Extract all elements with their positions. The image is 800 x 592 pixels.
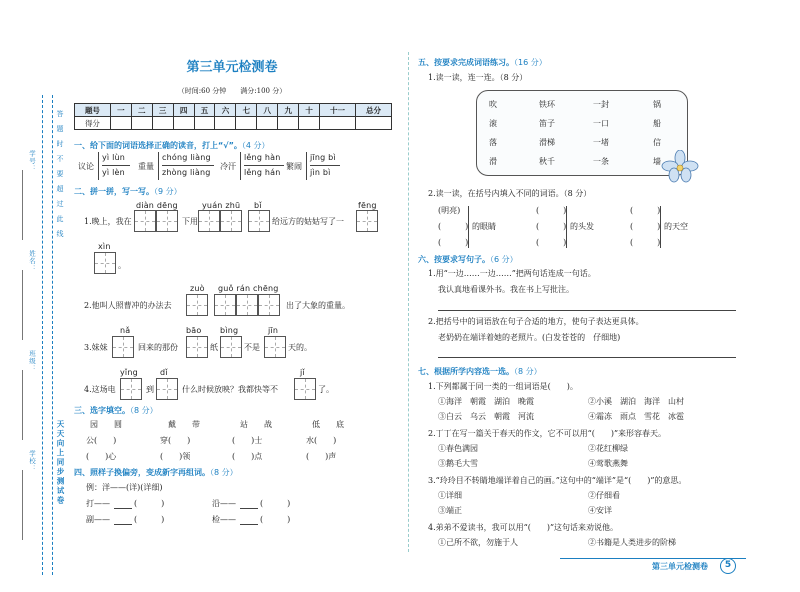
sentence-text: 2.他叫人照曹冲的办法去 <box>84 301 172 310</box>
match-item[interactable]: 滚 <box>489 119 497 128</box>
score-cell[interactable] <box>131 117 152 130</box>
page-number: 5 <box>720 558 736 574</box>
q1-option-a[interactable]: chóng liàng <box>162 153 211 162</box>
student-label-school: 学校： <box>28 450 36 473</box>
sentence-text: 。 <box>118 261 126 270</box>
score-header: 四 <box>173 104 194 117</box>
q7-option[interactable]: ④霜冻 雨点 雪花 冰雹 <box>588 412 684 421</box>
score-header: 五 <box>194 104 215 117</box>
match-item[interactable]: 秋千 <box>539 157 555 166</box>
series-name: 天天向上同步测试卷 <box>56 420 65 506</box>
q5-first-example: (明亮) <box>438 206 461 215</box>
q3-blank[interactable]: ( )士 <box>232 436 263 445</box>
char-box[interactable] <box>220 210 242 232</box>
q3-blank[interactable]: 水( ) <box>306 436 337 445</box>
sentence-text: 3.妹妹 <box>84 343 108 352</box>
pinyin: jǐ <box>300 368 305 377</box>
match-item[interactable]: 锅 <box>653 100 661 109</box>
char-box[interactable] <box>186 294 208 316</box>
pinyin: jīn <box>268 326 279 335</box>
sentence-text: 1.晚上，我在 <box>84 217 132 226</box>
q1-items <box>78 152 398 182</box>
char-box[interactable] <box>156 210 178 232</box>
binding-margin <box>0 0 65 592</box>
score-header: 三 <box>152 104 173 117</box>
q7-option[interactable]: ③端正 <box>438 506 462 515</box>
q3-group: 低 底 <box>312 420 344 429</box>
sentence-text: 给远方的姑姑写了一 <box>272 217 344 226</box>
q1-option-a[interactable]: yì lùn <box>102 153 126 162</box>
char-box[interactable] <box>186 336 208 358</box>
q4-blank[interactable]: ( ) <box>260 515 291 524</box>
sentence-text: 到 <box>146 385 154 394</box>
footer-label: 第三单元检测卷 <box>652 562 708 571</box>
matching-box <box>476 90 688 176</box>
pinyin: diàn dēng <box>136 201 178 210</box>
score-cell[interactable] <box>278 117 299 130</box>
pinyin: nǎ <box>120 326 131 335</box>
score-cell[interactable] <box>355 117 391 130</box>
q5-blank[interactable]: ( ) <box>438 238 469 247</box>
footer-rule <box>560 558 746 559</box>
sentence-text: 了。 <box>318 385 334 394</box>
q6-heading: 六、按要求写句子。（6 分） <box>418 255 518 264</box>
q1-option-b[interactable]: jìn bì <box>310 168 331 177</box>
score-cell[interactable] <box>320 117 356 130</box>
q7-question: 2.丁丁在写一篇关于春天的作文，它不可以用“( )”来形容春天。 <box>428 429 667 438</box>
q3-blank[interactable]: 公( ) <box>86 436 117 445</box>
q7-option[interactable]: ③鹅毛大雪 <box>438 459 478 468</box>
q3-blank[interactable]: ( )声 <box>306 452 337 461</box>
match-item[interactable]: 吹 <box>489 100 497 109</box>
q1-option-a[interactable]: lěng hàn <box>244 153 281 162</box>
q4-blank[interactable]: ( ) <box>134 499 165 508</box>
match-item[interactable]: 落 <box>489 138 497 147</box>
q3-blank[interactable]: ( )心 <box>86 452 117 461</box>
student-label-class: 班级： <box>28 350 36 373</box>
match-item[interactable]: 铁环 <box>539 100 555 109</box>
score-cell[interactable] <box>194 117 215 130</box>
score-header: 题号 <box>75 104 111 117</box>
q7-option[interactable]: ④莺歌燕舞 <box>588 459 628 468</box>
sentence-text: 天的。 <box>288 343 312 352</box>
q3-blank[interactable]: 穿( ) <box>160 436 191 445</box>
score-header: 一 <box>110 104 131 117</box>
q6-s1: 1.用“一边……一边……”把两句话连成一句话。 <box>428 269 596 278</box>
q7-option[interactable]: ②小溪 湖泊 海洋 山村 <box>588 397 684 406</box>
match-item[interactable]: 一封 <box>593 100 609 109</box>
q1-option-b[interactable]: zhòng liàng <box>162 168 211 177</box>
q1-word: 重量 <box>138 162 154 171</box>
char-box[interactable] <box>156 378 178 400</box>
q4-blank[interactable]: ( ) <box>260 499 291 508</box>
sentence-text: 下用 <box>182 217 198 226</box>
pinyin: bāo <box>186 326 202 335</box>
q3-blank[interactable]: ( )领 <box>160 452 191 461</box>
char-box[interactable] <box>258 294 280 316</box>
score-cell[interactable] <box>215 117 236 130</box>
char-box[interactable] <box>294 378 316 400</box>
q5-blank[interactable]: ( ) <box>630 206 661 215</box>
score-cell[interactable] <box>299 117 320 130</box>
q6-s2: 2.把括号中的词语放在句子合适的地方，使句子表达更具体。 <box>428 317 644 326</box>
score-cell[interactable] <box>152 117 173 130</box>
q1-word: 冷汗 <box>220 162 236 171</box>
pinyin: fēng <box>358 201 377 210</box>
char-box[interactable] <box>94 252 116 274</box>
char-box[interactable] <box>264 336 286 358</box>
char-box[interactable] <box>214 294 236 316</box>
time-info: （时间:60 分钟 满分:100 分） <box>177 87 287 95</box>
pinyin: zuò <box>190 284 205 293</box>
page-title: 第三单元检测卷 <box>186 60 278 75</box>
q7-option[interactable]: ②书籍是人类进步的阶梯 <box>588 538 676 547</box>
answer-line[interactable] <box>438 310 736 311</box>
score-cell[interactable] <box>110 117 131 130</box>
q4-item: 检—— <box>212 515 236 524</box>
q3-group: 戴 带 <box>168 420 200 429</box>
q7-option[interactable]: ③白云 乌云 朝霞 河流 <box>438 412 534 421</box>
q2-heading: 二、拼一拼，写一写。（9 分） <box>74 187 182 196</box>
match-item[interactable]: 船 <box>653 119 661 128</box>
pinyin: xìn <box>98 242 111 251</box>
q7-option[interactable]: ①春色满园 <box>438 444 478 453</box>
q3-blank[interactable]: ( )点 <box>232 452 263 461</box>
student-label-name: 姓名： <box>28 250 36 273</box>
q7-question: 4.弟弟不爱读书，我可以用“( )”这句话来劝说他。 <box>428 523 619 532</box>
q7-option[interactable]: ②花红柳绿 <box>588 444 628 453</box>
match-item[interactable]: 信 <box>653 138 661 147</box>
score-table <box>74 103 392 130</box>
score-header: 十 <box>299 104 320 117</box>
score-cell[interactable] <box>173 117 194 130</box>
q7-question: 1.下列都属于同一类的一组词语是( )。 <box>428 382 578 391</box>
char-box[interactable] <box>134 210 156 232</box>
q5-blank[interactable]: ( ) <box>536 206 567 215</box>
q4-item: 打—— <box>86 499 110 508</box>
sentence-text: 不是 <box>244 343 260 352</box>
match-item[interactable]: 一堵 <box>593 138 609 147</box>
match-item[interactable]: 墙 <box>653 157 661 166</box>
match-item[interactable]: 滑 <box>489 157 497 166</box>
q7-option[interactable]: ②仔细看 <box>588 491 620 500</box>
char-box[interactable] <box>356 210 378 232</box>
q4-heading: 四、照样子换偏旁，变成新字再组词。（8 分） <box>74 468 238 477</box>
score-header: 总分 <box>355 104 391 117</box>
q5-blank[interactable]: ( ) <box>630 222 661 231</box>
q5-heading: 五、按要求完成词语练习。（16 分） <box>418 58 547 67</box>
q5-label: 的眼睛 <box>472 222 496 231</box>
q4-blank[interactable]: ( ) <box>134 515 165 524</box>
margin-note: 答题时不要超过此线 <box>56 110 64 245</box>
q6-s2-text: 老奶奶在端详着她的老照片。(白发苍苍的 仔细地) <box>438 333 621 342</box>
score-header: 七 <box>236 104 257 117</box>
char-box[interactable] <box>112 336 134 358</box>
score-cell[interactable] <box>236 117 257 130</box>
answer-line[interactable] <box>438 357 736 358</box>
q5-label: 的天空 <box>664 222 688 231</box>
char-box[interactable] <box>220 336 242 358</box>
pinyin: yuán zhū <box>202 201 241 210</box>
sentence-text: 出了大象的重量。 <box>286 301 350 310</box>
q7-option[interactable]: ④安详 <box>588 506 612 515</box>
student-label-number: 学号： <box>28 150 36 173</box>
match-item[interactable]: 笛子 <box>539 119 555 128</box>
score-header: 九 <box>278 104 299 117</box>
match-item[interactable]: 滑梯 <box>539 138 555 147</box>
char-box[interactable] <box>198 210 220 232</box>
q3-group: 站 战 <box>240 420 272 429</box>
pinyin: guǒ rán chēng <box>218 284 279 293</box>
pinyin: yǐng <box>120 368 138 377</box>
q6-s1-text: 我认真地看课外书。我在书上写批注。 <box>438 285 574 294</box>
q1-option-a[interactable]: jīng bì <box>310 153 336 162</box>
q1-option-b[interactable]: yì lèn <box>102 168 125 177</box>
q1-option-b[interactable]: lěng hán <box>244 168 281 177</box>
q5-blank[interactable]: ( ) <box>536 238 567 247</box>
score-row-label: 得分 <box>75 117 111 130</box>
q7-option[interactable]: ①详细 <box>438 491 462 500</box>
score-header: 十一 <box>320 104 356 117</box>
pinyin: dǐ <box>160 368 168 377</box>
score-cell[interactable] <box>257 117 278 130</box>
flower-icon <box>660 150 700 184</box>
q3-group: 园 圆 <box>90 420 122 429</box>
q7-question: 3.“玲玲目不转睛地端详着自己的画。”这句中的“端详”是“( )”的意思。 <box>428 476 687 485</box>
q1-word: 繁闹 <box>286 162 302 171</box>
score-header: 六 <box>215 104 236 117</box>
q4-item: 沿—— <box>212 499 236 508</box>
sentence-text: 回来的那份 <box>138 343 178 352</box>
match-item[interactable]: 一口 <box>593 119 609 128</box>
q5-blank[interactable]: ( ) <box>630 238 661 247</box>
q5-blank[interactable]: ( ) <box>438 222 469 231</box>
q5-sub1: 1.读一读，连一连。（8 分） <box>428 73 528 82</box>
sentence-text: 4.这场电 <box>84 385 116 394</box>
sentence-text: 纸 <box>210 343 218 352</box>
score-header: 二 <box>131 104 152 117</box>
q5-sub2: 2.读一读，在括号内填入不同的词语。（8 分） <box>428 189 592 198</box>
q7-option[interactable]: ①己所不欲，勿施于人 <box>438 538 518 547</box>
pinyin: bǐ <box>254 201 262 210</box>
score-header: 八 <box>257 104 278 117</box>
q4-item: 副—— <box>86 515 110 524</box>
q7-option[interactable]: ①海洋 朝霞 湖泊 晚霞 <box>438 397 534 406</box>
match-item[interactable]: 一条 <box>593 157 609 166</box>
q1-word: 议论 <box>78 162 94 171</box>
sentence-text: 什么时候放映？我都快等不 <box>182 385 278 394</box>
pinyin: bìng <box>220 326 239 335</box>
q7-heading: 七、根据所学内容选一选。（8 分） <box>418 367 542 376</box>
q5-blank[interactable]: ( ) <box>536 222 567 231</box>
q1-heading: 一、给下面的词语选择正确的读音，打上“√”。（4 分） <box>74 141 270 150</box>
q3-heading: 三、选字填空。（8 分） <box>74 406 158 415</box>
q4-example: 例：洋——(详)(详细) <box>86 483 163 492</box>
char-box[interactable] <box>120 378 142 400</box>
char-box[interactable] <box>236 294 258 316</box>
q5-label: 的头发 <box>570 222 594 231</box>
char-box[interactable] <box>248 210 270 232</box>
